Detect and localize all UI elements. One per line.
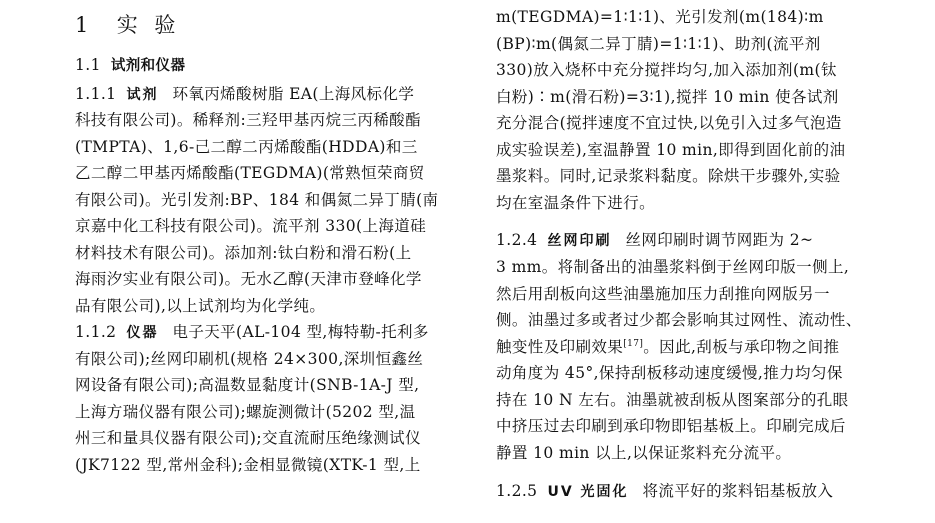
subsection-title: 试剂和仪器 <box>110 58 186 74</box>
subsubsection-number: 1.2.4 <box>496 231 538 249</box>
text-line <box>75 81 414 107</box>
subsubsection-number: 1.1.1 <box>75 85 117 103</box>
subsubsection-label: 试剂 <box>126 87 159 103</box>
text-line: 上海方瑞仪器有限公司);螺旋测微计(5202 型,温 <box>75 403 416 421</box>
text-line: 330)放入烧杯中充分搅拌均匀,加入添加剂(m(钛 <box>496 61 837 79</box>
text-line: 均在室温条件下进行。 <box>496 194 656 212</box>
subsubsection-number: 1.1.2 <box>75 323 117 341</box>
text-line: m(TEGDMA)=1∶1∶1)、光引发剂(m(184)∶m <box>496 8 824 26</box>
text-line: 3 mm。将制备出的油墨浆料倒于丝网印版一侧上, <box>496 258 850 276</box>
text-span: 电子天平(AL-104 型,梅特勒-托利多 <box>172 323 429 341</box>
text-line: 然后用刮板向这些油墨施加压力刮推向网版另一 <box>496 285 830 303</box>
subsubsection-label: UV 光固化 <box>547 484 629 500</box>
text-line: 网设备有限公司);高温数显黏度计(SNB-1A-J 型, <box>75 376 420 394</box>
text-span: 。因此,刮板与承印物之间推 <box>643 338 840 356</box>
text-line: 动角度为 45°,保持刮板移动速度缓慢,推力均匀保 <box>496 364 843 382</box>
text-line: 有限公司);丝网印刷机(规格 24×300,深圳恒鑫丝 <box>75 350 424 368</box>
text-line: 静置 10 min 以上,以保证浆料充分流平。 <box>496 444 792 462</box>
subsection-heading-1-1 <box>75 52 185 78</box>
text-line: (JK7122 型,常州金科);金相显微镜(XTK-1 型,上 <box>75 456 421 474</box>
text-line: 持在 10 N 左右。油墨就被刮板从图案部分的孔眼 <box>496 391 849 409</box>
section-number: 1 <box>75 13 94 37</box>
text-line <box>496 334 839 360</box>
text-line: 京嘉中化工科技有限公司)。流平剂 330(上海道硅 <box>75 217 427 235</box>
text-line: (TMPTA)、1,6-己二醇二丙烯酸酯(HDDA)和三 <box>75 138 418 156</box>
text-line <box>496 478 833 504</box>
text-line: 成实验误差),室温静置 10 min,即得到固化前的油 <box>496 141 846 159</box>
subsubsection-number: 1.2.5 <box>496 482 538 500</box>
text-span: 触变性及印刷效果 <box>496 338 624 356</box>
text-line: 科技有限公司)。稀释剂:三羟甲基丙烷三丙稀酸酯 <box>75 111 421 129</box>
text-line: 墨浆料。同时,记录浆料黏度。除烘干步骤外,实验 <box>496 167 841 185</box>
text-line: 海雨汐实业有限公司)。无水乙醇(天津市登峰化学 <box>75 270 422 288</box>
section-heading <box>75 8 180 42</box>
text-line: 乙二醇二甲基丙烯酸酯(TEGDMA)(常熟恒荣商贸 <box>75 164 425 182</box>
text-line: 侧。油墨过多或者过少都会影响其过网性、流动性、 <box>496 311 862 329</box>
text-line: 有限公司)。光引发剂:BP、184 和偶氮二异丁腈(南 <box>75 191 439 209</box>
text-line <box>75 319 429 345</box>
text-line: 充分混合(搅拌速度不宜过快,以免引入过多气泡造 <box>496 114 842 132</box>
citation-ref[interactable]: [17] <box>623 338 644 349</box>
subsection-number: 1.1 <box>75 56 101 74</box>
text-line: 州三和量具仪器有限公司);交直流耐压绝缘测试仪 <box>75 429 421 447</box>
text-span: 环氧丙烯酸树脂 EA(上海风标化学 <box>172 85 415 103</box>
text-line: 品有限公司),以上试剂均为化学纯。 <box>75 297 326 315</box>
text-line: 中挤压过去印刷到承印物即铝基板上。印刷完成后 <box>496 417 846 435</box>
text-line: 白粉)∶m(滑石粉)=3∶1),搅拌 10 min 使各试剂 <box>496 88 839 106</box>
section-title: 实 验 <box>116 13 181 37</box>
text-span: 将流平好的浆料铝基板放入 <box>642 482 834 500</box>
subsubsection-label: 仪器 <box>126 325 159 341</box>
text-line: 材料技术有限公司)。添加剂:钛白粉和滑石粉(上 <box>75 244 412 262</box>
text-line: (BP)∶m(偶氮二异丁腈)=1∶1∶1)、助剂(流平剂 <box>496 35 821 53</box>
text-span: 丝网印刷时调节网距为 2~ <box>625 231 814 249</box>
subsubsection-label: 丝网印刷 <box>547 233 612 249</box>
text-line <box>496 227 813 253</box>
